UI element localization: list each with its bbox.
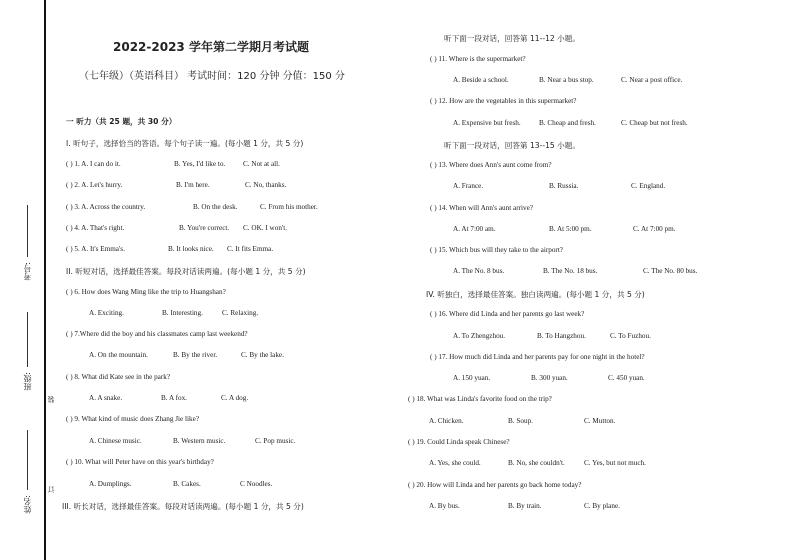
exam-number-label: 考号: (23, 262, 32, 281)
question-12: ( ) 12. How are the vegetables in this supermarket? (430, 97, 577, 105)
option: A. Expensive but fresh. (453, 119, 521, 127)
binding-line (44, 0, 46, 560)
option: C. Cheap but not fresh. (621, 119, 688, 127)
question-15: ( ) 15. Which bus will they take to the airport? (430, 246, 564, 254)
option: C. By plane. (584, 502, 620, 510)
section-2-heading: II. 听短对话，选择最佳答案。每段对话读两遍。(每小题 1 分，共 5 分) (66, 267, 306, 276)
question-5: ( ) 5. A. It's Emma's. (66, 245, 125, 253)
question-14: ( ) 14. When will Ann's aunt arrive? (430, 204, 533, 212)
option: A. At 7:00 am. (453, 225, 496, 233)
option: A. Chinese music. (89, 437, 142, 445)
option: A. Yes, she could. (429, 459, 481, 467)
option: A. The No. 8 bus. (453, 267, 505, 275)
option: B. Interesting. (162, 309, 203, 317)
option: B. To Hangzhou. (537, 332, 586, 340)
option: A. Beside a school. (453, 76, 509, 84)
option: B. The No. 18 bus. (543, 267, 598, 275)
question-6: ( ) 6. How does Wang Ming like the trip to Huangshan? (66, 288, 226, 296)
question-4: ( ) 4. A. That's right. (66, 224, 125, 232)
option: C. OK. I won't. (243, 224, 288, 232)
name-label: 姓名: (23, 495, 32, 514)
option: A. 150 yuan. (453, 374, 491, 382)
option: C. To Fuzhou. (610, 332, 651, 340)
option: B. On the desk. (193, 203, 238, 211)
option: C. By the lake. (241, 351, 284, 359)
section-1-heading: I. 听句子，选择恰当的答语。每个句子读一遍。(每小题 1 分，共 5 分) (66, 139, 304, 148)
option: A. A snake. (89, 394, 123, 402)
option: C. At 7:00 pm. (633, 225, 676, 233)
option: B. 300 yuan. (531, 374, 568, 382)
question-2: ( ) 2. A. Let's hurry. (66, 181, 123, 189)
exam-title: 2022-2023 学年第二学期月考试题 (113, 40, 309, 54)
part-listening: 一 听力（共 25 题，共 30 分） (66, 117, 177, 126)
question-20: ( ) 20. How will Linda and her parents go back home today? (408, 481, 582, 489)
option: C Noodles. (240, 480, 273, 488)
exam-number-blank (27, 205, 28, 257)
option: C. It fits Emma. (227, 245, 274, 253)
question-11: ( ) 11. Where is the supermarket? (430, 55, 526, 63)
option: B. You're correct. (179, 224, 230, 232)
option: C. Pop music. (255, 437, 296, 445)
option: A. By bus. (429, 502, 460, 510)
option: A. To Zhengzhou. (453, 332, 506, 340)
question-17: ( ) 17. How much did Linda and her parents pay for one night in the hotel? (430, 353, 645, 361)
option: B. Cheap and fresh. (539, 119, 596, 127)
option: A. France. (453, 182, 484, 190)
question-16: ( ) 16. Where did Linda and her parents go last week? (430, 310, 585, 318)
option: B. Soup. (508, 417, 533, 425)
option: C. 450 yuan. (608, 374, 645, 382)
option: C. Relaxing. (222, 309, 259, 317)
option: A. Dumplings. (89, 480, 132, 488)
option: B. By the river. (173, 351, 218, 359)
option: B. Cakes. (173, 480, 201, 488)
intro-11-12: 听下面一段对话，回答第 11--12 小题。 (444, 34, 580, 43)
question-3: ( ) 3. A. Across the country. (66, 203, 146, 211)
option: B. I'm here. (176, 181, 210, 189)
option: C. From his mother. (260, 203, 318, 211)
exam-subtitle: （七年级）（英语科目） 考试时间：120 分钟 分值：150 分 (79, 71, 345, 82)
seal-mark-2: 订 (47, 486, 55, 493)
option: A. Chicken. (429, 417, 464, 425)
option: B. Yes, I'd like to. (174, 160, 226, 168)
option: C. No, thanks. (245, 181, 287, 189)
option: B. By train. (508, 502, 542, 510)
option: C. England. (631, 182, 666, 190)
question-13: ( ) 13. Where does Ann's aunt come from? (430, 161, 552, 169)
option: B. Near a bus stop. (539, 76, 594, 84)
option: A. On the mountain. (89, 351, 148, 359)
class-blank (27, 312, 28, 367)
section-3-heading: III. 听长对话，选择最佳答案。每段对话读两遍。(每小题 1 分，共 5 分) (62, 502, 304, 511)
question-10: ( ) 10. What will Peter have on this year's birthday? (66, 458, 214, 466)
option: B. No, she couldn't. (508, 459, 565, 467)
question-9: ( ) 9. What kind of music does Zhang Jie like? (66, 415, 200, 423)
option: C. A dog. (221, 394, 249, 402)
option: A. Exciting. (89, 309, 124, 317)
question-8: ( ) 8. What did Kate see in the park? (66, 373, 171, 381)
option: C. Near a post office. (621, 76, 683, 84)
option: C. The No. 80 bus. (643, 267, 698, 275)
option: C. Not at all. (243, 160, 280, 168)
option: B. A fox. (161, 394, 187, 402)
class-label: 班级: (23, 372, 32, 391)
seal-mark-1: 装 (47, 396, 55, 403)
option: C. Yes, but not much. (584, 459, 646, 467)
question-19: ( ) 19. Could Linda speak Chinese? (408, 438, 510, 446)
option: B. Western music. (173, 437, 226, 445)
intro-13-15: 听下面一段对话，回答第 13--15 小题。 (444, 141, 580, 150)
name-blank (27, 430, 28, 490)
section-4-heading: IV. 听独白，选择最佳答案。独白读两遍。(每小题 1 分，共 5 分) (426, 290, 645, 299)
option: B. At 5:00 pm. (549, 225, 592, 233)
question-1: ( ) 1. A. I can do it. (66, 160, 121, 168)
option: B. Russia. (549, 182, 579, 190)
question-18: ( ) 18. What was Linda's favorite food on the trip? (408, 395, 552, 403)
option: C. Mutton. (584, 417, 616, 425)
question-7: ( ) 7.Where did the boy and his classmates camp last weekend? (66, 330, 248, 338)
option: B. It looks nice. (168, 245, 214, 253)
